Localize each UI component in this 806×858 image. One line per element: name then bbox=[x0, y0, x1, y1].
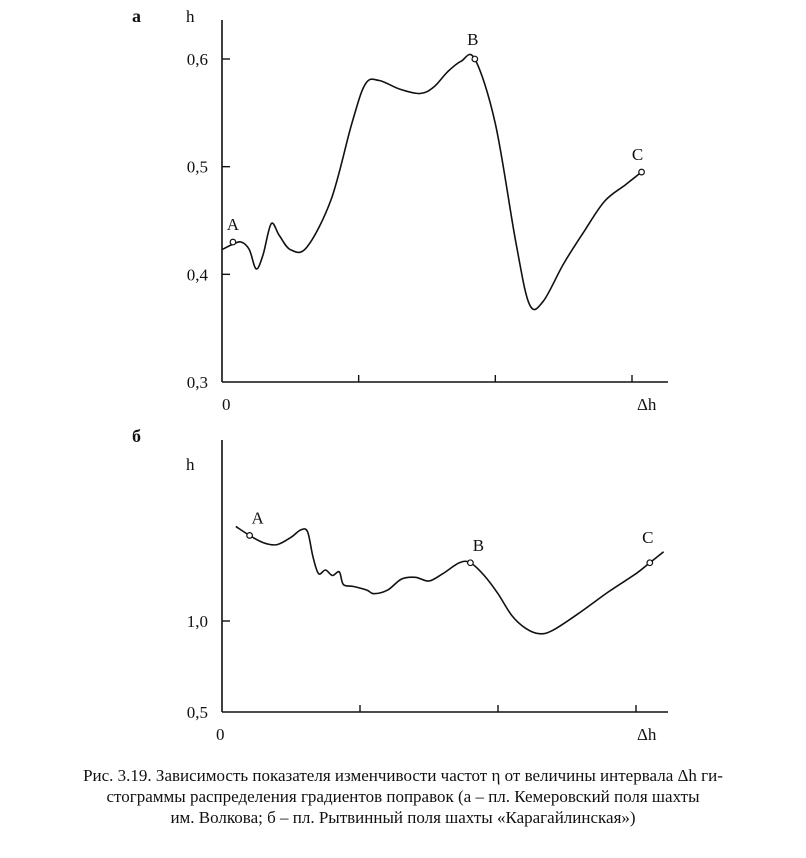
caption-line-1: Рис. 3.19. Зависимость показателя изменчивости частот η от величины интервала Δh ги- bbox=[83, 766, 723, 785]
y-tick-label: 0,6 bbox=[186, 50, 208, 69]
point-label-a: A bbox=[226, 215, 240, 235]
series-line bbox=[222, 54, 642, 309]
x-origin-label: 0 bbox=[222, 395, 231, 414]
point-label-c: C bbox=[631, 145, 644, 165]
point-label-b: B bbox=[467, 30, 479, 49]
panel-label: б bbox=[132, 426, 141, 446]
caption-line-2: стограммы распределения градиентов поправок (а – пл. Кемеровский поля шахты bbox=[106, 787, 700, 806]
point-marker-b bbox=[472, 56, 478, 62]
y-axis-label: h bbox=[186, 455, 195, 474]
y-tick-label: 0,5 bbox=[186, 703, 208, 722]
caption-line-3: им. Волкова; б – пл. Рытвинный поля шахты «Карагайлинская») bbox=[170, 808, 636, 827]
chart-panel-a bbox=[132, 6, 668, 414]
series-line bbox=[236, 526, 664, 633]
point-marker-c bbox=[639, 169, 645, 175]
y-tick-label: 0,4 bbox=[186, 265, 208, 285]
x-origin-label: 0 bbox=[216, 725, 225, 744]
point-marker-a bbox=[247, 533, 253, 539]
y-axis-label: h bbox=[186, 7, 195, 26]
figure-caption bbox=[20, 765, 786, 828]
point-marker-c bbox=[647, 560, 653, 566]
point-label-b: B bbox=[472, 535, 485, 555]
chart-panel-b bbox=[132, 426, 668, 744]
y-tick-label: 1,0 bbox=[186, 612, 208, 631]
point-marker-a bbox=[230, 239, 236, 245]
y-tick-label: 0,5 bbox=[186, 157, 208, 177]
x-axis-label: Δh bbox=[637, 395, 657, 414]
y-tick-label: 0,3 bbox=[186, 373, 208, 392]
point-label-c: C bbox=[642, 527, 654, 547]
point-marker-b bbox=[468, 560, 474, 566]
panel-label: а bbox=[132, 6, 141, 26]
point-label-a: A bbox=[251, 508, 264, 528]
x-axis-label: Δh bbox=[637, 725, 657, 744]
